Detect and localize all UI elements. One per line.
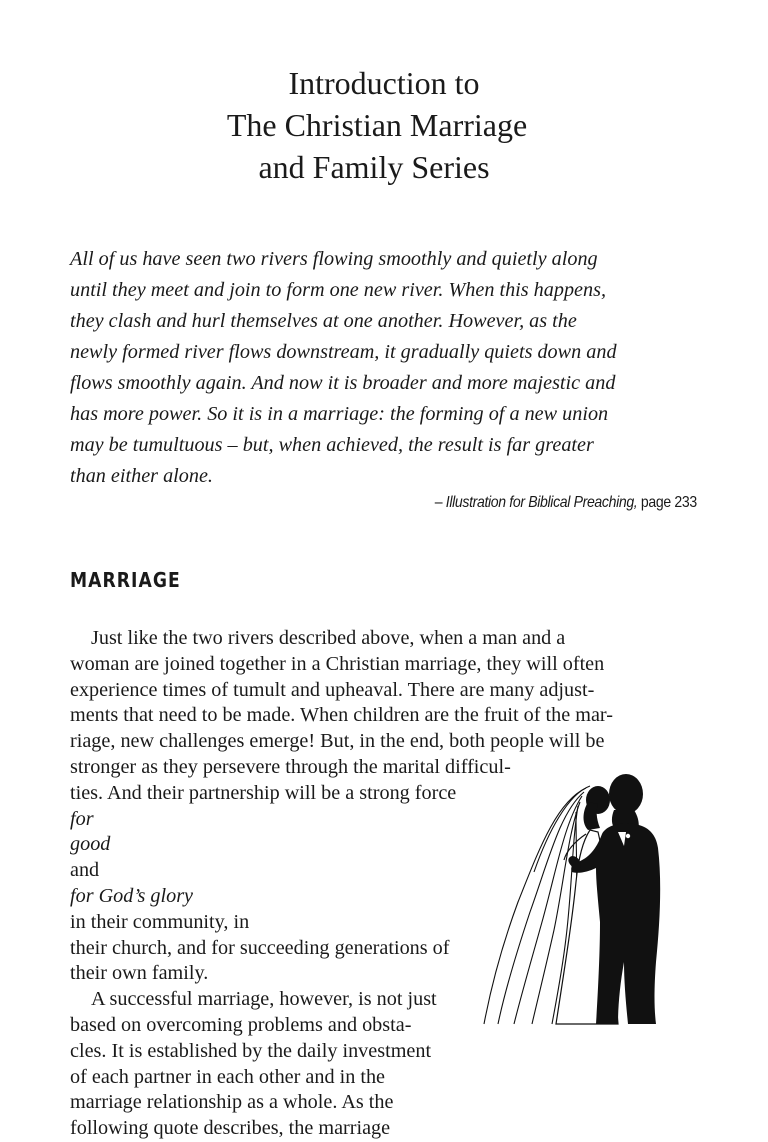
paragraph-line: Just like the two rivers described above, when a man and a (91, 627, 566, 649)
emphasis-text: for God’s glory (70, 884, 194, 907)
section-heading: MARRIAGE (70, 568, 181, 592)
epigraph-quote (70, 244, 700, 492)
text-run: and (70, 859, 100, 882)
paragraph-line: stronger as they persevere through the marital difficul- (70, 755, 511, 778)
epigraph-line: until they meet and join to form one new river. When this happens, (70, 279, 607, 301)
epigraph-line: may be tumultuous – but, when achieved, the result is far greater (70, 434, 594, 456)
paragraph-line: A successful marriage, however, is not just (91, 988, 437, 1011)
emphasis-text: for (70, 807, 94, 830)
epigraph-line: All of us have seen two rivers flowing smoothly and quietly along (70, 248, 598, 270)
bride-and-groom-silhouette (478, 772, 708, 1024)
title-line-3: and Family Series (258, 149, 490, 185)
epigraph-line: has more power. So it is in a marriage: the forming of a new union (70, 403, 609, 425)
paragraph-line: riage, new challenges emerge! But, in the end, both people will be (70, 730, 605, 753)
epigraph-line: they clash and hurl themselves at one another. However, as the (70, 310, 577, 332)
epigraph-line: than either alone. (70, 465, 213, 487)
page-title (0, 62, 768, 188)
attribution-page: page 233 (637, 494, 697, 511)
title-line-2: The Christian Marriage (226, 107, 528, 143)
title-line-1: Introduction to (288, 65, 480, 101)
epigraph-attribution (435, 494, 697, 512)
paragraph-line: marriage relationship as a whole. As the (70, 1091, 394, 1114)
epigraph-line: newly formed river flows downstream, it gradually quiets down and (70, 341, 617, 363)
paragraph-line: of each partner in each other and in the (70, 1065, 385, 1088)
epigraph-line: flows smoothly again. And now it is broader and more majestic and (70, 372, 616, 394)
attribution-dash: – (434, 494, 446, 511)
paragraph-line: their own family. (70, 962, 209, 985)
paragraph-line: cles. It is established by the daily investment (70, 1039, 432, 1062)
emphasis-text: good (70, 833, 111, 856)
paragraph-line: based on overcoming problems and obsta- (70, 1013, 412, 1036)
paragraph-line: woman are joined together in a Christian marriage, they will often (70, 652, 605, 675)
attribution-source: Illustration for Biblical Preaching, (445, 494, 638, 511)
paragraph-line: ments that need to be made. When children are the fruit of the mar- (70, 704, 613, 727)
paragraph-line: following quote describes, the marriage (70, 1117, 391, 1140)
bride-figure (584, 786, 611, 830)
paragraph-line: experience times of tumult and upheaval. There are many adjust- (70, 678, 595, 701)
paragraph-line: their church, and for succeeding generations of (70, 936, 450, 959)
text-run: in their community, in (70, 910, 250, 933)
text-run: ties. And their partnership will be a strong force (70, 781, 457, 804)
